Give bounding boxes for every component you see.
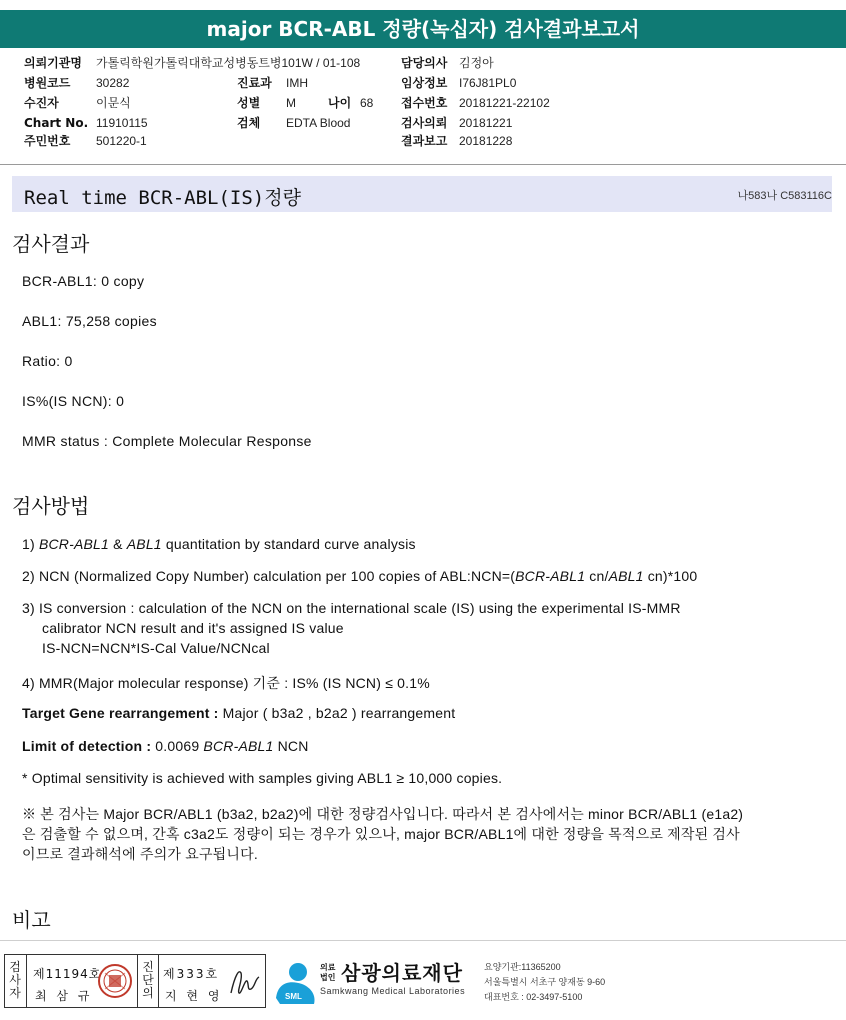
examiner-label: 검사자 (9, 960, 21, 1000)
receipt-label: 접수번호 (401, 96, 448, 110)
specimen-value: EDTA Blood (286, 116, 351, 130)
lab-code: 요양기관:11365200 (484, 962, 561, 972)
confirmer-label-cell (137, 955, 159, 1007)
age-value: 68 (360, 96, 374, 110)
caution-note-line: 이므로 결과해석에 주의가 요구됩니다. (22, 846, 258, 862)
target-gene: Target Gene rearrangement : Major ( b3a2 , b2a2 ) rearrangement (22, 705, 456, 721)
test-code: 나583나 C583116C (737, 190, 832, 202)
examiner-label-cell (5, 955, 27, 1007)
receipt-value: 20181221-22102 (459, 96, 550, 110)
lab-phone: 대표번호 : 02-3497-5100 (484, 992, 583, 1002)
sensitivity-note: * Optimal sensitivity is achieved with samples giving ABL1 ≥ 10,000 copies. (22, 770, 503, 786)
limit-of-detection: Limit of detection : 0.0069 BCR-ABL1 NCN (22, 738, 309, 754)
sex-label: 성별 (237, 96, 261, 110)
test-title: Real time BCR-ABL(IS)정량 (24, 187, 301, 209)
patient-value: 이문식 (96, 96, 131, 110)
doctor-value: 김정아 (459, 56, 494, 70)
caution-note-line: 은 검출할 수 없으며, 간혹 c3a2도 정량이 되는 경우가 있으나, major BCR/ABL1에 대한 정량을 목적으로 제작된 검사 (22, 826, 740, 842)
result-line: Ratio: 0 (22, 353, 73, 369)
dept-value: IMH (286, 76, 308, 90)
examiner-number: 제11194호 (33, 967, 102, 981)
hospital-code-label: 병원코드 (24, 76, 71, 90)
remarks-heading: 비고 (12, 908, 51, 932)
id-label: 주민번호 (24, 134, 71, 148)
method-heading: 검사방법 (12, 494, 90, 518)
patient-info (0, 56, 846, 152)
hospital-code-value: 30282 (96, 76, 130, 90)
results-heading: 검사결과 (12, 232, 90, 256)
signature-box (4, 954, 266, 1008)
doctor-label: 담당의사 (401, 56, 448, 70)
patient-label: 수진자 (24, 96, 59, 110)
confirmer-label: 진단의 (142, 960, 154, 1000)
caution-note-line: ※ 본 검사는 Major BCR/ABL1 (b3a2, b2a2)에 대한 정량검사입니다. 따라서 본 검사에서는 minor BCR/ABL1 (e1a2) (22, 806, 744, 822)
age-label: 나이 (328, 96, 352, 110)
lab-prefix-1: 의료 (320, 963, 336, 972)
test-section-header (12, 176, 832, 212)
result-line: IS%(IS NCN): 0 (22, 393, 125, 409)
lab-address: 서울특별시 서초구 양재동 9-60 (484, 977, 606, 987)
institution-label: 의뢰기관명 (24, 56, 82, 70)
report-value: 20181228 (459, 134, 513, 148)
chart-label: Chart No. (24, 116, 89, 130)
report-label: 결과보고 (401, 134, 448, 148)
confirmer-name: 지 현 영 (165, 989, 223, 1003)
institution-value: 가톨릭학원가톨릭대학교성병동트병101W / 01-108 (96, 56, 361, 70)
report-footer (0, 950, 846, 1020)
request-label: 검사의뢰 (401, 116, 448, 130)
id-value: 501220-1 (96, 134, 147, 148)
result-line: ABL1: 75,258 copies (22, 313, 157, 329)
svg-text:SML: SML (285, 992, 302, 1001)
signature-icon (227, 965, 261, 999)
chart-value: 11910115 (96, 116, 148, 130)
confirmer-number: 제333호 (163, 967, 220, 981)
lab-logo-icon (272, 958, 318, 1006)
lab-name-english: Samkwang Medical Laboratories (320, 986, 466, 996)
request-value: 20181221 (459, 116, 513, 130)
lab-name: 삼광의료재단 (341, 961, 463, 985)
sex-value: M (286, 96, 296, 110)
method-step-3-cont: calibrator NCN result and it's assigned IS value (42, 620, 344, 636)
specimen-label: 검체 (237, 116, 261, 130)
method-step-2: 2) NCN (Normalized Copy Number) calculation per 100 copies of ABL:NCN=(BCR-ABL1 cn/ABL1 cn)*100 (22, 568, 698, 584)
result-line: BCR-ABL1: 0 copy (22, 273, 145, 289)
clinical-value: I76J81PL0 (459, 76, 517, 90)
method-step-3-formula: IS-NCN=NCN*IS-Cal Value/NCNcal (42, 640, 270, 656)
examiner-name: 최 삼 규 (35, 989, 93, 1003)
method-step-3: 3) IS conversion : calculation of the NCN on the international scale (IS) using the experimental IS-MMR (22, 600, 681, 616)
method-step-1: 1) BCR-ABL1 & ABL1 quantitation by standard curve analysis (22, 536, 416, 552)
dept-label: 진료과 (237, 76, 272, 90)
method-step-4: 4) MMR(Major molecular response) 기준 : IS% (IS NCN) ≤ 0.1% (22, 675, 430, 691)
result-line: MMR status : Complete Molecular Response (22, 433, 312, 449)
clinical-label: 임상정보 (401, 76, 448, 90)
header-divider (0, 164, 846, 165)
seal-stamp-icon (97, 963, 133, 999)
footer-divider (0, 940, 846, 941)
report-title: major BCR-ABL 정량(녹십자) 검사결과보고서 (0, 10, 846, 48)
lab-prefix-2: 법인 (320, 973, 336, 982)
